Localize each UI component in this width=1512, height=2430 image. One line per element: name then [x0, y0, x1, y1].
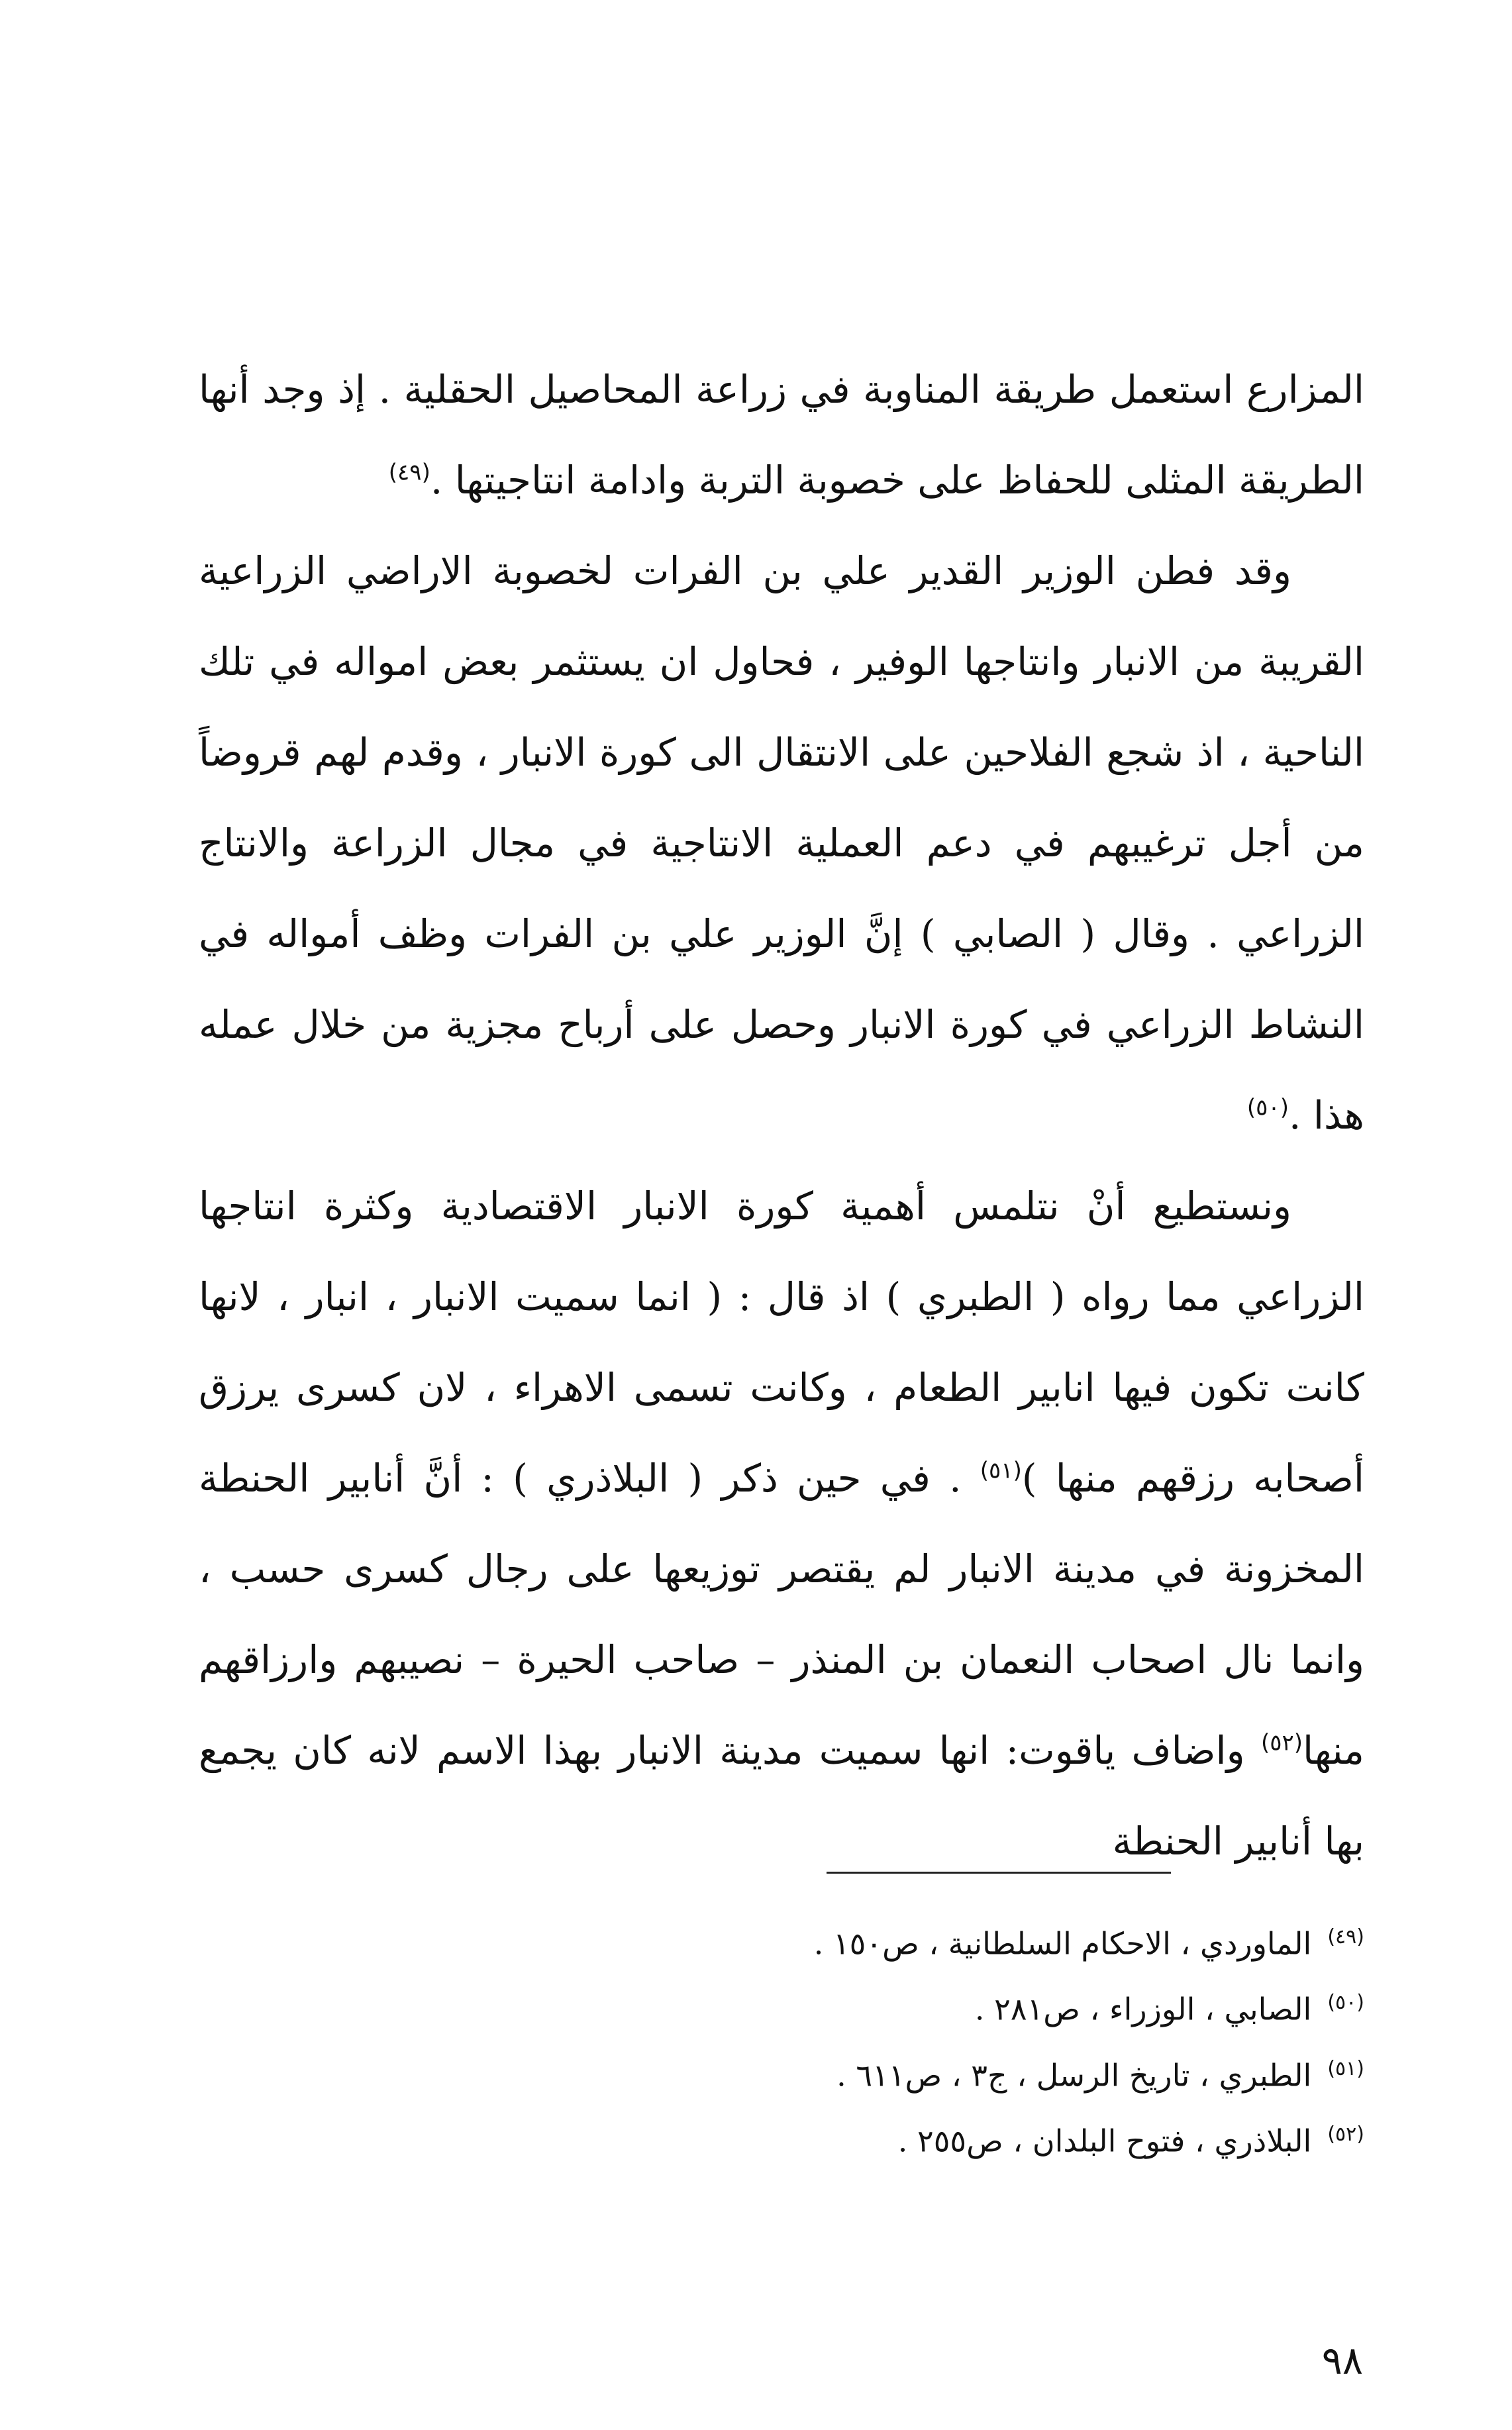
paragraph-1-text: المزارع استعمل طريقة المناوبة في زراعة المحاصيل الحقلية . إذ وجد أنها الطريقة المثلى للحفاظ على خصوبة التربة وادامة انتاجيتها . [199, 367, 1365, 503]
footnote-text: البلاذري ، فتوح البلدان ، ص٢٥٥ . [897, 2123, 1312, 2159]
footnote-ref-50: (٥٠) [1246, 1094, 1289, 1121]
footnote-separator [827, 1872, 1171, 1874]
paragraph-3-tail: . في حين ذكر ( البلاذري ) : أنَّ أنابير الحنطة المخزونة في مدينة الانبار لم يقتصر توزيعها على رجال كسرى حسب ، وانما نال اصحاب النعمان بن المنذر – صاحب الحيرة – نصيبهم وارزاقهم منها [199, 1456, 1364, 1773]
footnote-number: (٥١) [1327, 2056, 1364, 2080]
paragraph-3 [199, 1161, 1364, 1887]
footnote-item [199, 1973, 1364, 2039]
footnote-ref-49: (٤٩) [388, 459, 430, 486]
footnote-item [199, 1907, 1364, 1973]
footnote-number: (٥٠) [1327, 1991, 1364, 2015]
footnote-text: الطبري ، تاريخ الرسل ، ج٣ ، ص٦١١ . [836, 2056, 1312, 2093]
paragraph-3-tail-2: واضاف ياقوت: انها سميت مدينة الانبار بهذا الاسم لانه كان يجمع بها أنابير الحنطة [199, 1728, 1364, 1864]
paragraph-2 [199, 526, 1364, 1161]
footnote-item [199, 2039, 1364, 2105]
page-number: ٩٨ [1321, 2338, 1363, 2383]
footnote-text: الماوردي ، الاحكام السلطانية ، ص١٥٠ . [813, 1925, 1312, 1962]
footnotes-list [199, 1907, 1364, 2170]
footnote-ref-51: (٥١) [980, 1457, 1022, 1484]
paragraph-1 [199, 344, 1364, 526]
paragraph-3-text: ونستطيع أنْ نتلمس أهمية كورة الانبار الاقتصادية وكثرة انتاجها الزراعي مما رواه ( الطبري ) اذ قال : ( انما سميت الانبار ، انبار ، لانها كانت تكون فيها انابير الطعام ، وكانت تسمى الاهراء ، لان كسرى يرزق أصحابه رزقهم منها ) [199, 1184, 1364, 1501]
footnote-item [199, 2105, 1364, 2170]
paragraph-2-text: وقد فطن الوزير القدير علي بن الفرات لخصوبة الاراضي الزراعية القريبة من الانبار وانتاجها الوفير ، فحاول ان يستثمر بعض امواله في تلك الناحية ، اذ شجع الفلاحين على الانتقال الى كورة الانبار ، وقدم لهم قروضاً من أجل ترغيبهم في دعم العملية الانتاجية في مجال الزراعة والانتاج الزراعي . وقال ( الصابي ) إنَّ الوزير علي بن الفرات وظف أمواله في النشاط الزراعي في كورة الانبار وحصل على أرباح مجزية من خلال عمله هذا . [199, 548, 1364, 1138]
body-text [199, 344, 1364, 1887]
footnote-number: (٤٩) [1327, 1925, 1364, 1949]
footnote-ref-52: (٥٢) [1260, 1729, 1303, 1756]
footnote-text: الصابي ، الوزراء ، ص٢٨١ . [974, 1991, 1312, 2027]
footnote-number: (٥٢) [1327, 2122, 1364, 2146]
